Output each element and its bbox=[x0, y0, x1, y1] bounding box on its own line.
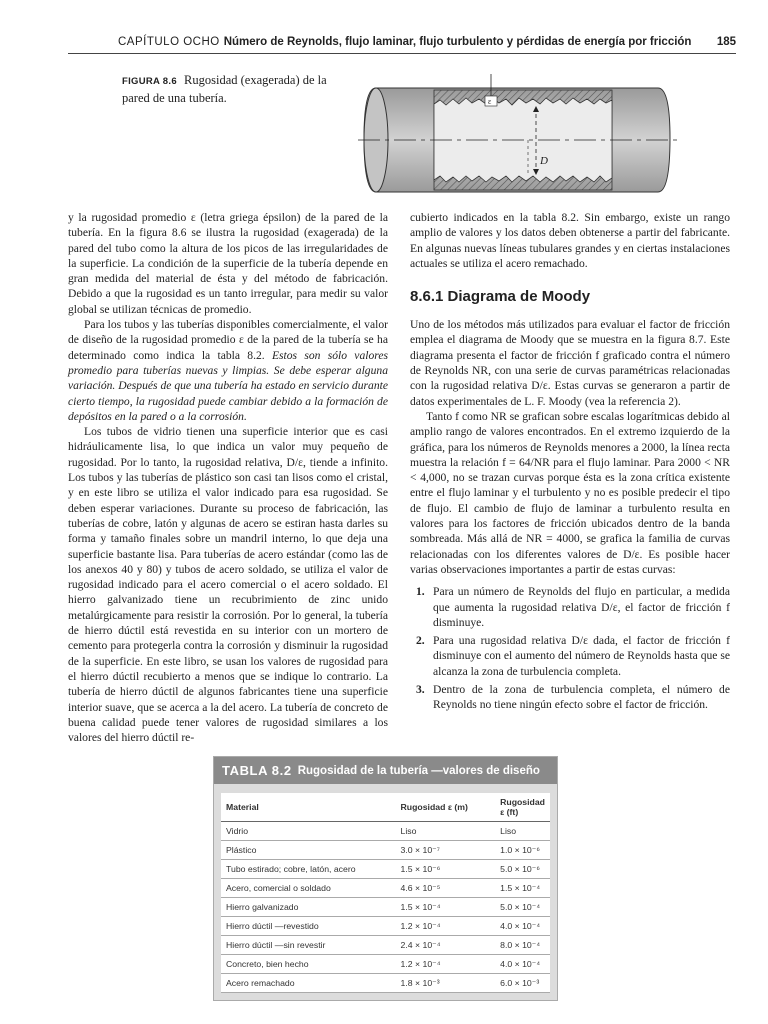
table-cell: 3.0 × 10⁻⁷ bbox=[396, 841, 496, 860]
table-cell: 1.2 × 10⁻⁴ bbox=[396, 955, 496, 974]
figure-label: FIGURA 8.6 bbox=[122, 76, 177, 87]
table-cell: Vidrio bbox=[221, 822, 396, 841]
paragraph bbox=[68, 317, 388, 424]
table-cell: 1.5 × 10⁻⁶ bbox=[396, 860, 496, 879]
paragraph: Uno de los métodos más utilizados para evaluar el factor de fricción emplea el diagrama de Moody que se muestra en la figura 8.7. Este diagrama presenta el factor de fricción f graficado contra el número de Reynolds NR, con una serie de curvas paramétricas relacionadas con la rugosidad relativa D/ε. Estas curvas se generaron a partir de datos experimentales de L. F. Moody (vea la referencia 2). bbox=[410, 318, 730, 408]
running-header bbox=[118, 36, 736, 48]
epsilon-label: ε bbox=[488, 97, 492, 106]
table-cell: Acero, comercial o soldado bbox=[221, 879, 396, 898]
table-row bbox=[221, 860, 550, 879]
pipe-roughness-figure bbox=[358, 74, 678, 204]
table-row bbox=[221, 974, 550, 993]
table-cell: 1.5 × 10⁻⁴ bbox=[495, 879, 550, 898]
list-item-text: Para un número de Reynolds del flujo en particular, a medida que aumenta la rugosidad relativa D/ε, el factor de fricción f disminuye. bbox=[433, 585, 730, 629]
figure-caption bbox=[122, 72, 347, 106]
table-number: TABLA 8.2 bbox=[222, 763, 292, 778]
table-cell: Acero remachado bbox=[221, 974, 396, 993]
paragraph: Tanto f como NR se grafican sobre escalas logarítmicas debido al amplio rango de valores encontrados. En el extremo izquierdo de la gráfica, para los números de Reynolds menores a 2000, la línea recta muestra la relación f = 64/NR para el flujo laminar. Para 2000 < NR < 4,000, no se trazan curvas porque ésta es la zona crítica existente entre el flujo laminar y el turbulento y no es posible predecir el tipo de flujo. El cambio de flujo de laminar a turbulento resulta en valores para los factores de fricción ubicados dentro de la banda sombreada. Más allá de NR = 4000, se grafica la familia de curvas relacionadas con los diferentes valores de D/ε. Es posible hacer varias observaciones importantes a partir de estas curvas: bbox=[410, 409, 730, 576]
list-item bbox=[410, 682, 730, 713]
table-cell: 4.0 × 10⁻⁴ bbox=[495, 917, 550, 936]
table-cell: 4.0 × 10⁻⁴ bbox=[495, 955, 550, 974]
table-row bbox=[221, 936, 550, 955]
observations-list bbox=[410, 584, 730, 712]
list-number: 2. bbox=[416, 634, 425, 648]
table-row bbox=[221, 841, 550, 860]
right-column bbox=[410, 210, 730, 716]
table-cell: 2.4 × 10⁻⁴ bbox=[396, 936, 496, 955]
table-row bbox=[221, 917, 550, 936]
table-cell: 1.8 × 10⁻³ bbox=[396, 974, 496, 993]
figure-caption-text: Rugosidad (exagerada) de la pared de una tubería. bbox=[122, 73, 327, 105]
page-number: 185 bbox=[716, 36, 736, 48]
table-row bbox=[221, 898, 550, 917]
table-cell: 5.0 × 10⁻⁴ bbox=[495, 898, 550, 917]
table-row bbox=[221, 955, 550, 974]
table-cell: Hierro dúctil —revestido bbox=[221, 917, 396, 936]
roughness-table bbox=[213, 756, 558, 1001]
table-cell: 4.6 × 10⁻⁵ bbox=[396, 879, 496, 898]
paragraph: y la rugosidad promedio ε (letra griega épsilon) de la pared de la tubería. En la figura 8.6 se ilustra la rugosidad (exagerada) de la pared del tubo como la altura de los picos de las irregularidades de la superficie. La condición de la superficie de la tubería depende en gran medida del material de ésta y del método de fabricación. Debido a que la rugosidad es un tanto irregular, para medir su valor global se utilizan técnicas de promedio. bbox=[68, 211, 388, 316]
paragraph: Los tubos de vidrio tienen una superficie interior que es casi hidráulicamente lisa, lo que indica un valor muy pequeño de rugosidad. Por lo tanto, la rugosidad relativa, D/ε, tiende a infinito. Los tubos y las tuberías de plástico son casi tan lisos como el cristal, y en este libro se utiliza el valor indicado para esa rugosidad. Se deben esperar variaciones. Durante su proceso de fabricación, las tuberías de cobre, latón y algunas de acero se estiran hasta darles su forma y tamaño finales sobre un mandril interno, lo que deja una superficie bastante lisa. Para tuberías de acero estándar (como las de los anexos 40 y 80) y tubos de acero soldado, se utiliza el valor de rugosidad indicado para el acero comercial o el acero soldado. El hierro galvanizado tiene un recubrimiento de zinc unido metalúrgicamente para resistir la corrosión. Por lo general, la tubería de hierro dúctil está revestida en su interior con un mortero de cemento para protegerla contra la corrosión y disminuir la rugosidad de la superficie. En este libro, se usan los valores de rugosidad para el hierro dúctil recubierto a menos que se indique lo contrario. La tubería de hierro dúctil de algunos fabricantes tiene una superficie interior suave, que se acerca a la del acero. La tubería de concreto de buena calidad puede tener valores de rugosidad similares a los valores del hierro dúctil re- bbox=[68, 425, 388, 745]
table-cell: 1.2 × 10⁻⁴ bbox=[396, 917, 496, 936]
table-cell: Concreto, bien hecho bbox=[221, 955, 396, 974]
table-cell: 1.5 × 10⁻⁴ bbox=[396, 898, 496, 917]
table-title: Rugosidad de la tubería —valores de diseño bbox=[297, 764, 540, 777]
left-column bbox=[68, 210, 388, 745]
header-rule bbox=[68, 53, 736, 54]
list-number: 3. bbox=[416, 683, 425, 697]
roughness-data-table bbox=[221, 793, 550, 993]
table-cell: 8.0 × 10⁻⁴ bbox=[495, 936, 550, 955]
diameter-label: D bbox=[540, 155, 548, 167]
paragraph-emphasis: Estos son sólo valores promedio para tuberías nuevas y limpias. Se debe esperar alguna variación. Después de que una tubería ha estado en servicio durante cierto tiempo, la rugosidad puede cambiar debido a la formación de depósitos en la pared o a la corrosión. bbox=[68, 348, 388, 423]
table-cell: Hierro galvanizado bbox=[221, 898, 396, 917]
table-cell: 5.0 × 10⁻⁶ bbox=[495, 860, 550, 879]
list-number: 1. bbox=[416, 585, 425, 599]
table-cell: Hierro dúctil —sin revestir bbox=[221, 936, 396, 955]
column-header-roughness-ft: Rugosidad ε (ft) bbox=[495, 793, 550, 822]
table-header-row bbox=[221, 793, 550, 822]
section-heading: 8.6.1 Diagrama de Moody bbox=[410, 288, 591, 306]
table-body-panel bbox=[221, 793, 550, 993]
list-item bbox=[410, 633, 730, 679]
column-header-material: Material bbox=[221, 793, 396, 822]
chapter-label: CAPÍTULO OCHO bbox=[118, 36, 220, 48]
list-item bbox=[410, 584, 730, 630]
table-cell: Plástico bbox=[221, 841, 396, 860]
table-row bbox=[221, 822, 550, 841]
table-title-bar bbox=[214, 757, 557, 784]
paragraph: cubierto indicados en la tabla 8.2. Sin embargo, existe un rango amplio de valores y los datos deben obtenerse a partir del fabricante. En algunas nuevas líneas tubulares grandes y en ciertas instalaciones actuales se utiliza el acero remachado. bbox=[410, 211, 730, 270]
pipe-roughness-illustration bbox=[358, 74, 678, 204]
table-cell: Liso bbox=[495, 822, 550, 841]
list-item-text: Para una rugosidad relativa D/ε dada, el factor de fricción f disminuye con el aumento del número de Reynolds hasta que se alcanza la zona de turbulencia completa. bbox=[433, 634, 730, 678]
table-cell: 6.0 × 10⁻³ bbox=[495, 974, 550, 993]
paragraph-text: Para los tubos y las tuberías disponibles comercialmente, el valor de diseño de la rugosidad promedio ε de la pared de la tubería se ha determinado como indica la tabla 8.2. bbox=[68, 318, 388, 362]
chapter-title: Número de Reynolds, flujo laminar, flujo turbulento y pérdidas de energía por fricción bbox=[223, 36, 692, 48]
column-header-roughness-m: Rugosidad ε (m) bbox=[396, 793, 496, 822]
table-cell: 1.0 × 10⁻⁶ bbox=[495, 841, 550, 860]
table-cell: Liso bbox=[396, 822, 496, 841]
list-item-text: Dentro de la zona de turbulencia completa, el número de Reynolds no tiene ningún efecto sobre el factor de fricción. bbox=[433, 683, 730, 712]
table-cell: Tubo estirado; cobre, latón, acero bbox=[221, 860, 396, 879]
table-row bbox=[221, 879, 550, 898]
